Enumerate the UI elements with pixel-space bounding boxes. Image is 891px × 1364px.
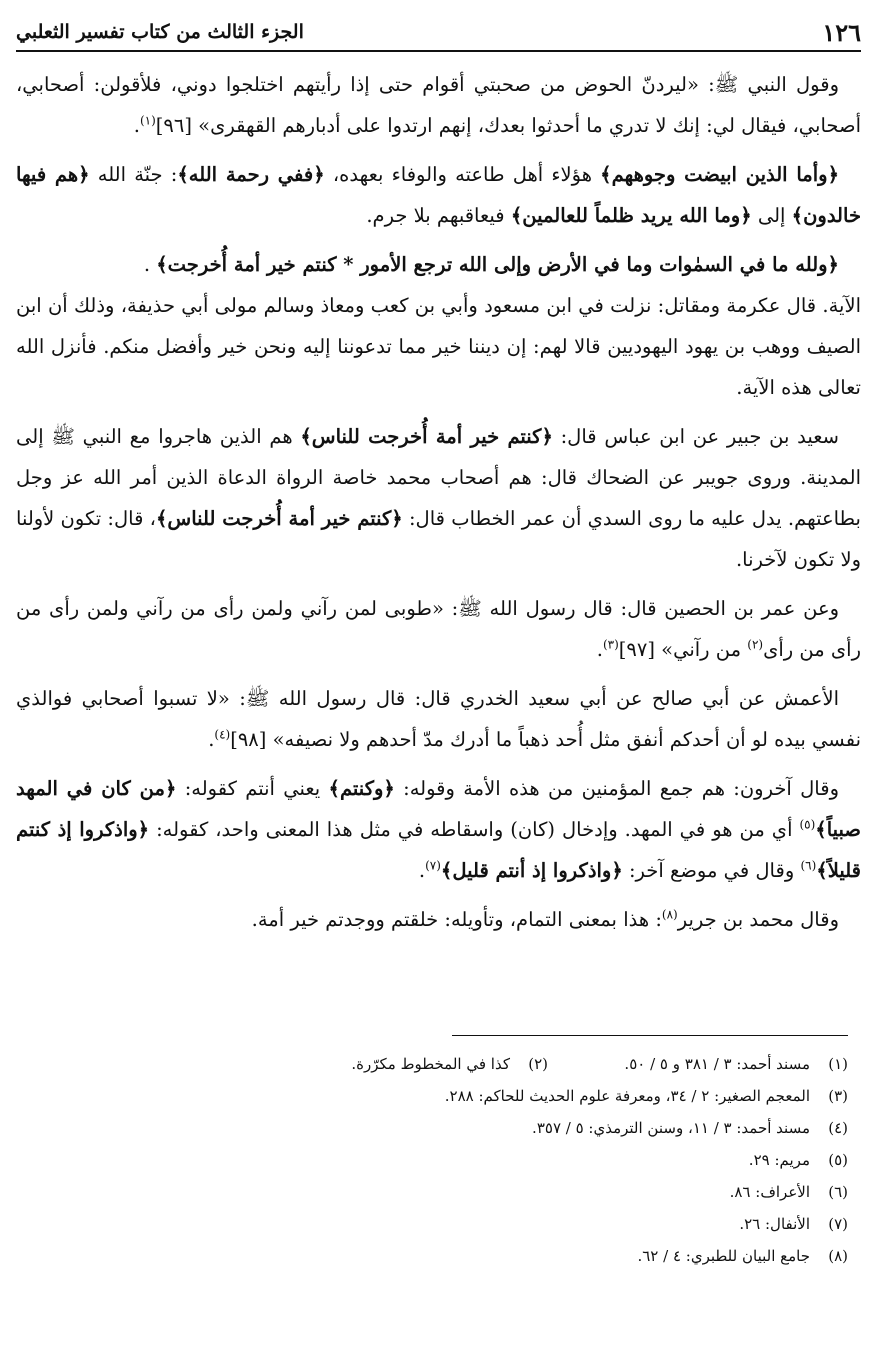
- footnote-text: الأنفال: ٢٦.: [739, 1215, 810, 1233]
- footnote-ref: (٤): [214, 727, 231, 742]
- footnote-text: مريم: ٢٩.: [748, 1151, 810, 1169]
- quran-quote: ﴿ففي رحمة الله﴾: [177, 163, 325, 186]
- footnote-number: (٧): [828, 1215, 848, 1233]
- text-span: : هذا بمعنى التمام، وتأويله: خلقتم ووجدتم خير أمة.: [251, 908, 662, 931]
- text-span: .: [208, 728, 215, 751]
- footnote-text: الأعراف: ٨٦.: [729, 1183, 810, 1201]
- text-span: : جنّة الله: [89, 163, 178, 186]
- quran-quote: ﴿وما الله يريد ظلماً للعالمين﴾: [510, 204, 752, 227]
- page-number: ١٢٦: [822, 17, 861, 47]
- footnote-number: (٦): [828, 1183, 848, 1201]
- paragraph-5: [16, 416, 861, 580]
- footnote-ref: (٢): [747, 637, 764, 652]
- footnote-ref: (٣): [602, 637, 619, 652]
- footnote-1: [548, 1048, 848, 1080]
- text-span: هؤلاء أهل طاعته والوفاء بعهده،: [324, 163, 601, 186]
- quran-quote: ﴿كنتم خير أمة أُخرجت للناس﴾: [155, 507, 403, 530]
- footnote-text: جامع البيان للطبري: ٤ / ٦٢.: [637, 1247, 810, 1265]
- footnote-text: كذا في المخطوط مكرّرة.: [351, 1055, 510, 1073]
- footnote-ref: (٦): [800, 858, 817, 873]
- footnote-number: (٥): [828, 1151, 848, 1169]
- paragraph-9: [16, 899, 861, 940]
- footnote-number: (١): [828, 1055, 848, 1073]
- text-span: يعني أنتم كقوله:: [176, 777, 329, 800]
- quran-quote: ﴿من كان في المهد صبياً﴾: [16, 777, 861, 841]
- text-span: سعيد بن جبير عن ابن عباس قال:: [552, 425, 840, 448]
- footnote-8: [16, 1240, 848, 1272]
- paragraph-4: [16, 285, 861, 408]
- text-span: أي من هو في المهد. وإدخال (كان) واسقاطه في مثل هذا المعنى واحد، كقوله:: [149, 818, 800, 841]
- footnote-row: [16, 1048, 848, 1080]
- quran-quote: ﴿ولله ما في السمٰوات وما في الأرض وإلى الله ترجع الأمور * كنتم خير أمة أُخرجت﴾: [156, 253, 839, 276]
- text-span: ، قال: تكون لأولنا ولا تكون لآخرنا.: [16, 507, 861, 571]
- text-span: الآية. قال عكرمة ومقاتل: نزلت في ابن مسعود وأبي بن كعب ومعاذ وسالم مولى أبي حذيفة، وذلك أن ابن الصيف ووهب بن يهود اليهوديين قالا لهم: إن ديننا خير مما تدعوننا إليه ونحن خير وأفضل منكم. فأنزل الله تعالى هذه الآية.: [16, 294, 861, 399]
- text-span: .: [133, 114, 140, 137]
- text-span: وقول النبي ﷺ: «ليردنّ الحوض من صحبتي أقوام حتى إذا رأيتهم اختلجوا دوني، فلأقولن: أصحابي، أصحابي، فيقال لي: إنك لا تدري ما أحدثوا بعدك، إنهم ارتدوا على أدبارهم القهقرى» [٩٦]: [16, 73, 861, 137]
- quran-quote: ﴿كنتم خير أمة أُخرجت للناس﴾: [300, 425, 553, 448]
- paragraph-7: [16, 678, 861, 760]
- text-span: وقال في موضع آخر:: [622, 859, 801, 882]
- footnote-4: [16, 1112, 848, 1144]
- footnote-number: (٣): [828, 1087, 848, 1105]
- page-header: [16, 14, 861, 52]
- footnote-ref: (٨): [661, 907, 678, 922]
- footnotes: [16, 1048, 848, 1272]
- quran-quote: ﴿وكنتم﴾: [328, 777, 395, 800]
- footnote-number: (٢): [528, 1055, 548, 1073]
- footnote-text: المعجم الصغير: ٢ / ٣٤، ومعرفة علوم الحديث للحاكم: ٢٨٨.: [444, 1087, 810, 1105]
- footnote-ref: (١): [139, 113, 156, 128]
- footnote-ref: (٥): [799, 817, 816, 832]
- text-span: .: [596, 638, 603, 661]
- footnote-text: مسند أحمد: ٣ / ١١، وسنن الترمذي: ٥ / ٣٥٧.: [532, 1119, 810, 1137]
- footnote-text: مسند أحمد: ٣ / ٣٨١ و ٥ / ٥٠.: [624, 1055, 810, 1073]
- text-span: فيعاقبهم بلا جرم.: [366, 204, 511, 227]
- quran-quote: ﴿واذكروا إذ كنتم قليلاً﴾: [16, 818, 861, 882]
- footnote-number: (٨): [828, 1247, 848, 1265]
- quran-quote: ﴿واذكروا إذ أنتم قليل﴾: [440, 859, 623, 882]
- quran-quote: ﴿وأما الذين ابيضت وجوههم﴾: [600, 163, 840, 186]
- paragraph-2: [16, 154, 861, 236]
- main-text: [16, 64, 861, 948]
- text-span: وقال آخرون: هم جمع المؤمنين من هذه الأمة وقوله:: [394, 777, 839, 800]
- running-title: الجزء الثالث من كتاب تفسير الثعلبي: [16, 21, 304, 43]
- paragraph-6: [16, 588, 861, 670]
- text-span: من رآني» [٩٧]: [618, 638, 748, 661]
- footnote-6: [16, 1176, 848, 1208]
- footnote-7: [16, 1208, 848, 1240]
- footnote-5: [16, 1144, 848, 1176]
- paragraph-1: [16, 64, 861, 146]
- paragraph-8: [16, 768, 861, 891]
- footnote-2: [351, 1048, 548, 1080]
- text-span: الأعمش عن أبي صالح عن أبي سعيد الخدري قال: قال رسول الله ﷺ: «لا تسبوا أصحابي فوالذي نفسي بيده لو أن أحدكم أنفق مثل أُحد ذهباً ما أدرك مدّ أحدهم ولا نصيفه» [٩٨]: [16, 687, 861, 751]
- footnote-separator: [452, 1035, 848, 1036]
- text-span: وعن عمر بن الحصين قال: قال رسول الله ﷺ: «طوبى لمن رآني ولمن رأى من رآني ولمن رأى من رأى من رأى: [16, 597, 861, 661]
- footnote-ref: (٧): [425, 858, 441, 873]
- text-span: .: [143, 253, 157, 276]
- quran-quote: ﴿هم فيها خالدون﴾: [16, 163, 861, 227]
- footnote-3: [16, 1080, 848, 1112]
- text-span: وقال محمد بن جرير: [677, 908, 839, 931]
- text-span: هم الذين هاجروا مع النبي ﷺ إلى المدينة. وروى جويبر عن الضحاك قال: هم أصحاب محمد خاصة الرواة الدعاة الذين أمر الله عز وجل بطاعتهم. يدل عليه ما روى السدي أن عمر الخطاب قال:: [16, 425, 861, 530]
- text-span: .: [418, 859, 426, 882]
- footnote-number: (٤): [828, 1119, 848, 1137]
- paragraph-3-verse: [16, 244, 861, 285]
- text-span: إلى: [751, 204, 792, 227]
